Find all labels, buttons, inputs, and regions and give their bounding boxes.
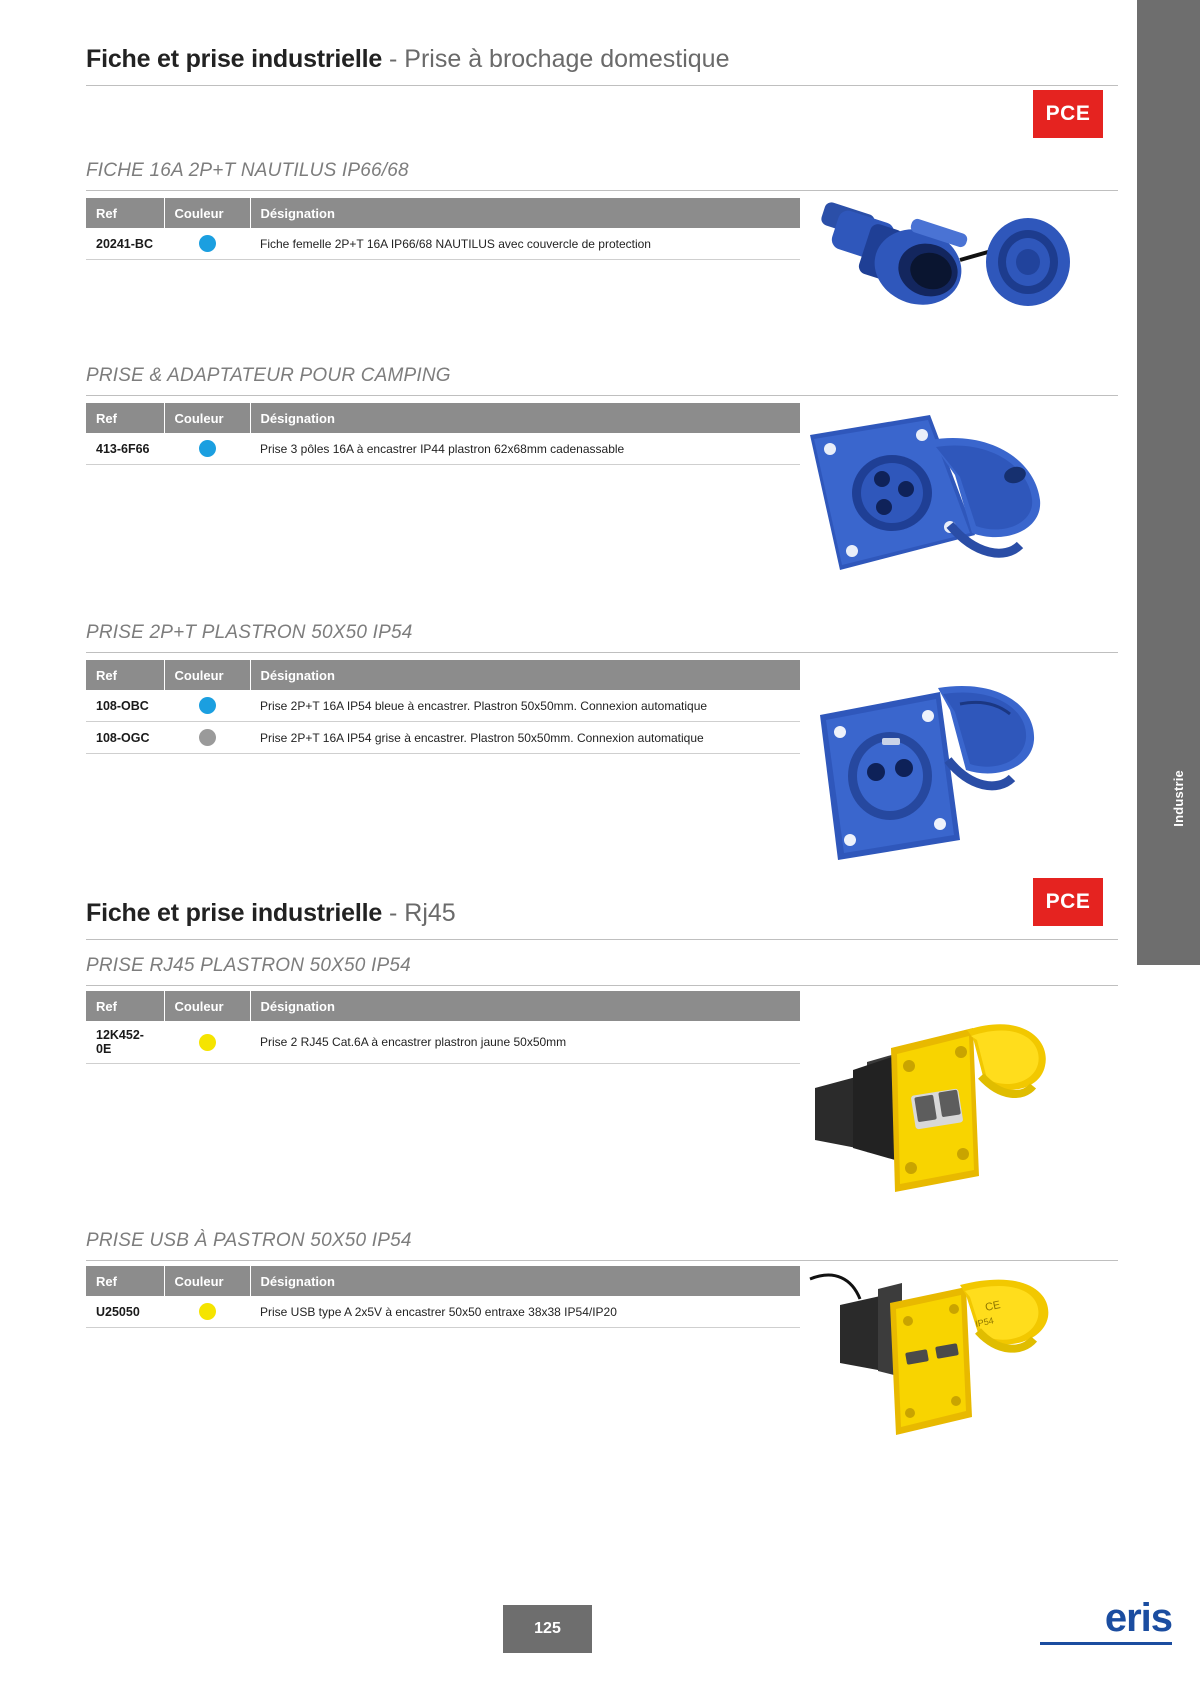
th-ref: Ref — [86, 660, 164, 690]
product-image-nautilus-plug — [790, 190, 1080, 340]
table-row — [86, 1296, 800, 1328]
th-designation: Désignation — [250, 991, 800, 1021]
th-couleur: Couleur — [164, 198, 250, 228]
cell-ref: 12K452-0E — [86, 1021, 164, 1064]
page-title-2-strong: Fiche et prise industrielle — [86, 899, 383, 927]
page-title — [86, 44, 1118, 86]
color-dot — [199, 697, 216, 714]
th-designation: Désignation — [250, 1266, 800, 1296]
table-row — [86, 722, 800, 754]
cell-color — [164, 433, 250, 465]
cell-designation: Prise 3 pôles 16A à encastrer IP44 plastron 62x68mm cadenassable — [250, 433, 800, 465]
product-image-usb-socket — [790, 1265, 1070, 1455]
pce-logo: PCE — [1033, 90, 1103, 138]
table-row — [86, 1021, 800, 1064]
cell-color — [164, 1296, 250, 1328]
product-image-2pt-socket — [800, 660, 1050, 875]
page-title-2-light: Rj45 — [404, 899, 456, 927]
product-image-camping-socket — [800, 405, 1080, 605]
cell-color — [164, 722, 250, 754]
table-row — [86, 228, 800, 260]
svg-text:CE: CE — [984, 1299, 1002, 1314]
cell-ref: U25050 — [86, 1296, 164, 1328]
th-designation: Désignation — [250, 198, 800, 228]
section-title-2: PRISE 2P+T PLASTRON 50X50 IP54 — [86, 622, 1118, 653]
section-title-1: PRISE & ADAPTATEUR POUR CAMPING — [86, 365, 1118, 396]
product-table-0 — [86, 198, 800, 260]
product-table-3 — [86, 991, 800, 1064]
table-header-row — [86, 198, 800, 228]
section-title-4: PRISE USB À PASTRON 50X50 IP54 — [86, 1230, 1118, 1261]
brand-logo — [1040, 1598, 1172, 1645]
th-couleur: Couleur — [164, 660, 250, 690]
table-row — [86, 433, 800, 465]
cell-ref: 413-6F66 — [86, 433, 164, 465]
th-couleur: Couleur — [164, 991, 250, 1021]
th-couleur: Couleur — [164, 1266, 250, 1296]
color-dot — [199, 1034, 216, 1051]
cell-designation: Prise 2P+T 16A IP54 grise à encastrer. Plastron 50x50mm. Connexion automatique — [250, 722, 800, 754]
table-header-row — [86, 1266, 800, 1296]
cell-designation: Prise 2P+T 16A IP54 bleue à encastrer. Plastron 50x50mm. Connexion automatique — [250, 690, 800, 722]
th-ref: Ref — [86, 1266, 164, 1296]
product-table-2 — [86, 660, 800, 754]
table-header-row — [86, 660, 800, 690]
cell-designation: Fiche femelle 2P+T 16A IP66/68 NAUTILUS avec couvercle de protection — [250, 228, 800, 260]
table-row — [86, 690, 800, 722]
page-title-2-dash: - — [382, 899, 405, 927]
cell-ref: 108-OBC — [86, 690, 164, 722]
product-table-4 — [86, 1266, 800, 1328]
th-ref: Ref — [86, 991, 164, 1021]
side-tab — [1137, 0, 1200, 965]
product-table-1 — [86, 403, 800, 465]
section-title-0: FICHE 16A 2P+T NAUTILUS IP66/68 — [86, 160, 1118, 191]
th-couleur: Couleur — [164, 403, 250, 433]
brand-name: eris — [1104, 1596, 1172, 1640]
svg-text:IP54: IP54 — [974, 1315, 995, 1329]
page-title-strong: Fiche et prise industrielle — [86, 45, 383, 73]
th-designation: Désignation — [250, 403, 800, 433]
page-number: 125 — [503, 1605, 592, 1653]
page-title-2 — [86, 898, 1118, 940]
brand-rule — [1040, 1642, 1172, 1645]
cell-ref: 108-OGC — [86, 722, 164, 754]
product-image-rj45-socket — [795, 1000, 1065, 1215]
color-dot — [199, 729, 216, 746]
cell-designation: Prise 2 RJ45 Cat.6A à encastrer plastron jaune 50x50mm — [250, 1021, 800, 1064]
color-dot — [199, 1303, 216, 1320]
cell-color — [164, 690, 250, 722]
color-dot — [199, 440, 216, 457]
color-dot — [199, 235, 216, 252]
section-title-3: PRISE RJ45 PLASTRON 50X50 IP54 — [86, 955, 1118, 986]
table-header-row — [86, 403, 800, 433]
cell-color — [164, 228, 250, 260]
cell-ref: 20241-BC — [86, 228, 164, 260]
cell-color — [164, 1021, 250, 1064]
th-ref: Ref — [86, 198, 164, 228]
side-tab-label: Industrie — [1171, 770, 1186, 827]
th-ref: Ref — [86, 403, 164, 433]
cell-designation: Prise USB type A 2x5V à encastrer 50x50 entraxe 38x38 IP54/IP20 — [250, 1296, 800, 1328]
page-title-light: Prise à brochage domestique — [404, 45, 730, 73]
pce-logo-2: PCE — [1033, 878, 1103, 926]
th-designation: Désignation — [250, 660, 800, 690]
table-header-row — [86, 991, 800, 1021]
page-title-dash: - — [382, 45, 405, 73]
